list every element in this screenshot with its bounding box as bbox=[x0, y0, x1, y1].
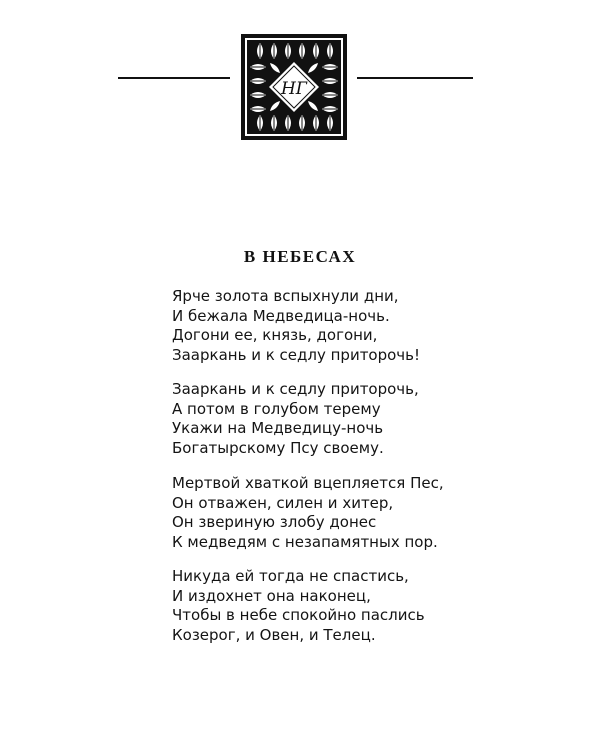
poem-line: Догони ее, князь, догони, bbox=[172, 326, 378, 345]
poem-title: В НЕБЕСАХ bbox=[243, 247, 357, 266]
stanza-2 bbox=[172, 380, 492, 458]
poem-line: Укажи на Медведицу-ночь bbox=[172, 419, 384, 438]
poem-line: Ярче золота вспыхнули дни, bbox=[172, 287, 399, 305]
poem-line: И бежала Медведица-ночь. bbox=[172, 306, 390, 325]
poem-line: Зааркань и к седлу приторочь, bbox=[172, 380, 419, 398]
stanza-1 bbox=[172, 287, 492, 365]
poem-line: К медведям с незапамятных пор. bbox=[172, 532, 438, 551]
poem-line: Чтобы в небе спокойно паслись bbox=[172, 606, 425, 625]
monogram-text: НГ bbox=[280, 79, 308, 99]
poem-line: Никуда ей тогда не спастись, bbox=[172, 567, 409, 585]
poem-line: Богатырскому Псу своему. bbox=[172, 438, 384, 457]
stanza-3 bbox=[172, 474, 492, 552]
poem-line: Зааркань и к седлу приторочь! bbox=[172, 345, 421, 364]
poem-line: Мертвой хваткой вцепляется Пес, bbox=[172, 474, 444, 492]
stanza-4 bbox=[172, 567, 492, 645]
poem-line: Козерог, и Овен, и Телец. bbox=[172, 625, 376, 644]
poem-line: И издохнет она наконец, bbox=[172, 586, 371, 605]
poem-line: А потом в голубом терему bbox=[172, 399, 381, 418]
poem-line: Он звериную злобу донес bbox=[172, 513, 377, 532]
poem-line: Он отважен, силен и хитер, bbox=[172, 493, 394, 512]
